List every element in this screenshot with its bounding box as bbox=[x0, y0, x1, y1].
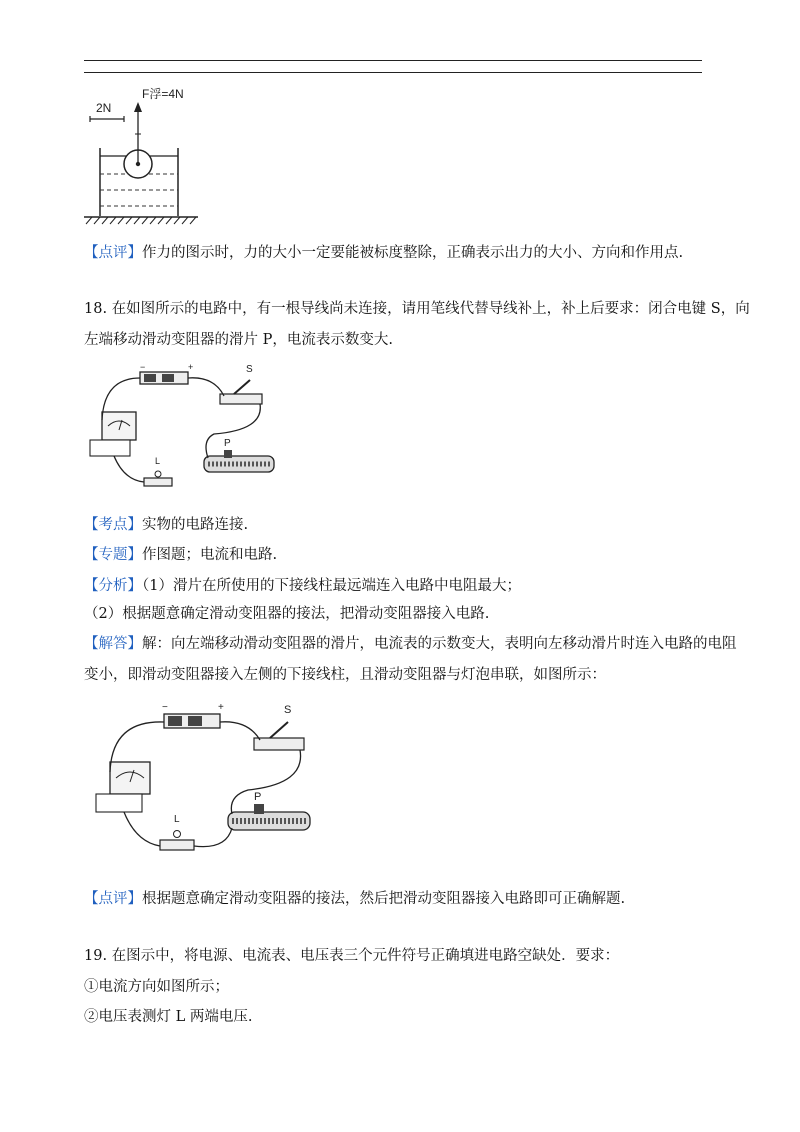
rheostat bbox=[204, 438, 274, 472]
q19-line-2: ①电流方向如图所示； bbox=[84, 979, 229, 995]
slider-label: P bbox=[224, 438, 231, 449]
lamp bbox=[144, 456, 172, 486]
svg-text:−: − bbox=[140, 362, 146, 372]
fenxi-line-2: （2）根据题意确定滑动变阻器的接法，把滑动变阻器接入电路. bbox=[84, 606, 490, 622]
zhuanti-tag: 【专题】 bbox=[84, 547, 142, 563]
kaodian-tag: 【考点】 bbox=[84, 517, 142, 533]
ammeter bbox=[90, 412, 136, 456]
scale-label: 2N bbox=[96, 101, 112, 115]
comment-tag: 【点评】 bbox=[84, 245, 142, 261]
lamp-label: L bbox=[155, 456, 161, 466]
svg-text:+: + bbox=[188, 362, 194, 372]
fenxi-line-1 bbox=[84, 576, 521, 596]
scale-marker bbox=[90, 116, 124, 122]
header-rule-bottom bbox=[84, 72, 702, 73]
rheostat bbox=[228, 791, 310, 830]
slider-label: P bbox=[254, 791, 262, 803]
comment2-text: 根据题意确定滑动变阻器的接法，然后把滑动变阻器接入电路即可正确解题. bbox=[142, 891, 626, 907]
zhuanti bbox=[84, 545, 277, 565]
jieda-line-2: 变小，即滑动变阻器接入左侧的下接线柱，且滑动变阻器与灯泡串联，如图所示： bbox=[84, 667, 606, 683]
battery bbox=[162, 702, 224, 728]
comment2-tag: 【点评】 bbox=[84, 891, 142, 907]
lamp-label: L bbox=[174, 814, 180, 825]
lamp bbox=[160, 814, 194, 850]
q18-line-2: 左端移动滑动变阻器的滑片 P，电流表示数变大. bbox=[84, 332, 393, 348]
comment-1 bbox=[84, 243, 683, 263]
kaodian bbox=[84, 515, 248, 535]
svg-text:+: + bbox=[218, 702, 224, 713]
comment-2 bbox=[84, 889, 625, 909]
battery bbox=[140, 362, 193, 384]
comment-text: 作力的图示时，力的大小一定要能被标度整除，正确表示出力的大小、方向和作用点. bbox=[142, 245, 684, 261]
fenxi-text-1: （1）滑片在所使用的下接线柱最远端连入电路中电阻最大； bbox=[142, 578, 521, 594]
q18-line-1: 18. 在如图所示的电路中，有一根导线尚未连接，请用笔线代替导线补上，补上后要求：闭合电键 S，向 bbox=[84, 301, 750, 317]
circuit-figure-question bbox=[84, 360, 284, 500]
jieda-line-1 bbox=[84, 634, 737, 654]
svg-text:−: − bbox=[162, 702, 168, 713]
header-rule-top bbox=[84, 60, 702, 61]
ammeter bbox=[96, 762, 150, 812]
fenxi-tag: 【分析】 bbox=[84, 578, 142, 594]
q19-line-1: 19. 在图示中，将电源、电流表、电压表三个元件符号正确填进电路空缺处．要求： bbox=[84, 948, 620, 964]
circuit-figure-answer bbox=[88, 700, 328, 865]
zhuanti-text: 作图题；电流和电路. bbox=[142, 547, 278, 563]
q19-line-3: ②电压表测灯 L 两端电压. bbox=[84, 1009, 253, 1025]
kaodian-text: 实物的电路连接. bbox=[142, 517, 249, 533]
jieda-tag: 【解答】 bbox=[84, 636, 142, 652]
switch-label: S bbox=[284, 704, 292, 716]
switch-label: S bbox=[246, 364, 253, 375]
force-label: F浮=4N bbox=[142, 87, 184, 101]
switch bbox=[220, 364, 262, 404]
ground bbox=[84, 217, 198, 224]
switch bbox=[254, 704, 304, 750]
buoyancy-figure bbox=[82, 84, 232, 229]
jieda-text-1: 解：向左端移动滑动变阻器的滑片，电流表的示数变大，表明向左移动滑片时连入电路的电阻 bbox=[142, 636, 737, 652]
